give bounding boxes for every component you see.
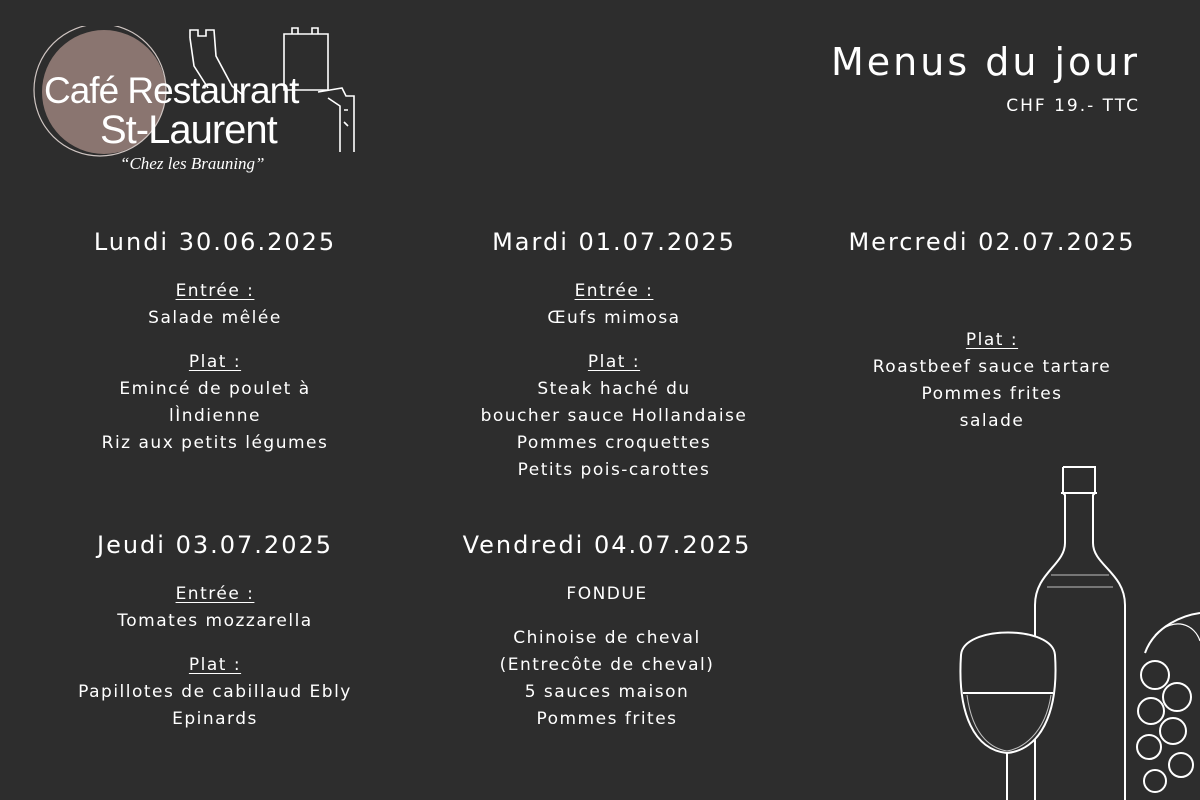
entree-item: Tomates mozzarella bbox=[117, 611, 313, 631]
day-title: Mardi 01.07.2025 bbox=[492, 228, 736, 256]
plat-label: Plat : bbox=[188, 655, 242, 675]
plat-label: Plat : bbox=[587, 352, 641, 372]
day-card-vendredi bbox=[417, 531, 797, 750]
plat-item: Steak haché du bbox=[537, 379, 691, 399]
entree-item: Œufs mimosa bbox=[547, 308, 681, 328]
entree-label: Entrée : bbox=[574, 281, 654, 301]
plat-section bbox=[25, 349, 405, 457]
plat-section bbox=[417, 625, 797, 733]
plat-item: (Entrecôte de cheval) bbox=[499, 655, 715, 675]
plat-item: Pommes frites bbox=[921, 384, 1063, 404]
logo-title-line2: St-Laurent bbox=[100, 108, 277, 152]
entree-label: Entrée : bbox=[175, 281, 255, 301]
plat-item: lÌndienne bbox=[169, 406, 261, 426]
entree-item: Salade mêlée bbox=[148, 308, 282, 328]
wine-bottle-glass-illustration bbox=[955, 465, 1200, 800]
plat-item: Emincé de poulet à bbox=[119, 379, 311, 399]
day-title: Lundi 30.06.2025 bbox=[93, 228, 337, 256]
entree-section bbox=[25, 278, 405, 332]
entree-label: Entrée : bbox=[175, 584, 255, 604]
menu-price: CHF 19.- TTC bbox=[1006, 96, 1140, 116]
plat-item: Roastbeef sauce tartare bbox=[872, 357, 1112, 377]
day-card-mardi bbox=[424, 228, 804, 501]
plat-section bbox=[424, 349, 804, 484]
day-title: Vendredi 04.07.2025 bbox=[462, 531, 752, 559]
plat-item: Riz aux petits légumes bbox=[101, 433, 329, 453]
logo-title-line1: Café Restaurant bbox=[44, 70, 299, 111]
plat-label: Plat : bbox=[188, 352, 242, 372]
logo-tagline: “Chez les Brauning” bbox=[120, 154, 265, 173]
day-title: Mercredi 02.07.2025 bbox=[848, 228, 1136, 256]
fondue-heading-section bbox=[417, 581, 797, 608]
day-card-mercredi bbox=[802, 228, 1182, 452]
fondue-heading: FONDUE bbox=[566, 584, 648, 604]
plat-item: salade bbox=[959, 411, 1025, 431]
day-card-jeudi bbox=[25, 531, 405, 750]
plat-item: Petits pois-carottes bbox=[517, 460, 711, 480]
plat-section bbox=[802, 327, 1182, 435]
plat-item: Pommes croquettes bbox=[516, 433, 712, 453]
plat-item: Chinoise de cheval bbox=[513, 628, 701, 648]
plat-section bbox=[25, 652, 405, 733]
plat-item: Pommes frites bbox=[536, 709, 678, 729]
entree-section bbox=[25, 581, 405, 635]
plat-label: Plat : bbox=[965, 330, 1019, 350]
restaurant-logo bbox=[22, 26, 362, 186]
day-title: Jeudi 03.07.2025 bbox=[97, 531, 333, 559]
plat-item: Papillotes de cabillaud Ebly bbox=[78, 682, 352, 702]
plat-item: Epinards bbox=[172, 709, 258, 729]
entree-section bbox=[424, 278, 804, 332]
day-card-lundi bbox=[25, 228, 405, 474]
plat-item: boucher sauce Hollandaise bbox=[480, 406, 748, 426]
plat-item: 5 sauces maison bbox=[524, 682, 690, 702]
page-title: Menus du jour bbox=[830, 40, 1140, 84]
